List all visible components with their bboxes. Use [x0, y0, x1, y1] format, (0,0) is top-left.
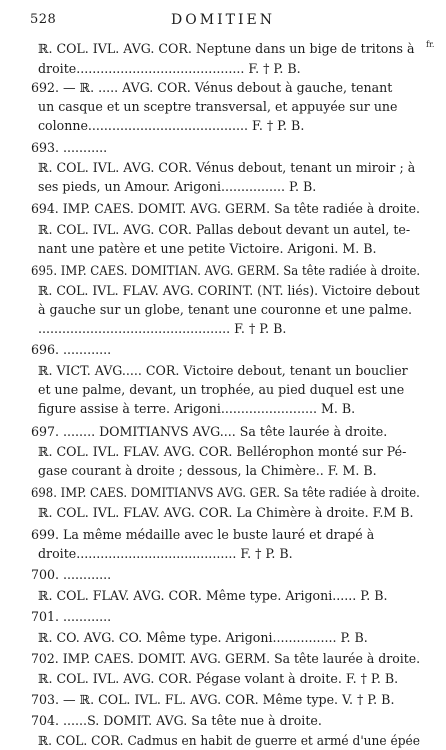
text-line: 697. ........ DOMITIANVS AVG.... Sa tête laurée à droite.: [31, 424, 388, 439]
text-line: à gauche sur un globe, tenant une couronne et une palme.: [38, 302, 413, 317]
text-line: ℝ. COL. IVL. FLAV. AVG. COR. La Chimère à droite. F.M B.: [38, 505, 414, 520]
text-line: ................................................ F. † P. B.: [38, 321, 287, 336]
text-line: 695. IMP. CAES. DOMITIAN. AVG. GERM. Sa tête radiée à droite.: [31, 263, 421, 278]
text-line: ℝ. COL. IVL. AVG. COR. Pégase volant à droite. F. † P. B.: [38, 671, 399, 686]
text-line: 704. ......S. DOMIT. AVG. Sa tête nue à droite.: [31, 713, 322, 728]
text-line: 700. ............: [31, 567, 112, 582]
page-number: 528: [30, 12, 57, 27]
text-line: 701. ............: [31, 609, 112, 624]
text-line: 694. IMP. CAES. DOMIT. AVG. GERM. Sa tête radiée à droite.: [31, 201, 421, 216]
text-line: 693. ...........: [31, 140, 108, 155]
running-head: DOMITIEN: [171, 12, 275, 28]
text-line: 699. La même médaille avec le buste lauré et drapé à: [31, 527, 375, 542]
text-line: 698. IMP. CAES. DOMITIANVS AVG. GER. Sa tête radiée à droite.: [31, 485, 420, 500]
text-line: nant une patère et une petite Victoire. Arigoni. M. B.: [38, 241, 377, 256]
text-line: ℝ. VICT. AVG..... COR. Victoire debout, tenant un bouclier: [38, 363, 408, 378]
text-line: 703. — ℝ. COL. IVL. FL. AVG. COR. Même type. V. † P. B.: [31, 692, 395, 707]
text-line: ses pieds, un Amour. Arigoni................ P. B.: [38, 179, 317, 194]
text-line: 692. — ℝ. ..... AVG. COR. Vénus debout à gauche, tenant: [31, 80, 393, 95]
text-line: ℝ. COL. FLAV. AVG. COR. Même type. Arigoni...... P. B.: [38, 588, 388, 603]
text-line: et une palme, devant, un trophée, au pied duquel est une: [38, 382, 405, 397]
text-line: gase courant à droite ; dessous, la Chimère.. F. M. B.: [38, 463, 377, 478]
text-line: un casque et un sceptre transversal, et appuyée sur une: [38, 99, 398, 114]
text-line: ℝ. CO. AVG. CO. Même type. Arigoni................ P. B.: [38, 630, 368, 645]
text-line: ℝ. COL. IVL. AVG. COR. Neptune dans un bige de tritons à: [38, 41, 415, 56]
text-line: colonne........................................ F. † P. B.: [38, 118, 305, 133]
text-line: ℝ. COL. COR. Cadmus en habit de guerre et armé d'une épée: [38, 733, 421, 748]
margin-note: fr.: [426, 40, 435, 49]
text-line: droite.......................................... F. † P. B.: [38, 61, 301, 76]
text-line: ℝ. COL. IVL. AVG. COR. Vénus debout, tenant un miroir ; à: [38, 160, 416, 175]
text-line: ℝ. COL. IVL. FLAV. AVG. COR. Bellérophon monté sur Pé-: [38, 444, 407, 459]
text-line: 696. ............: [31, 342, 112, 357]
text-line: ℝ. COL. IVL. FLAV. AVG. CORINT. (NT. liés). Victoire debout: [38, 283, 420, 298]
text-line: droite........................................ F. † P. B.: [38, 546, 293, 561]
text-line: 702. IMP. CAES. DOMIT. AVG. GERM. Sa tête laurée à droite.: [31, 651, 421, 666]
text-line: ℝ. COL. IVL. AVG. COR. Pallas debout devant un autel, te-: [38, 222, 411, 237]
text-line: figure assise à terre. Arigoni........................ M. B.: [38, 401, 356, 416]
